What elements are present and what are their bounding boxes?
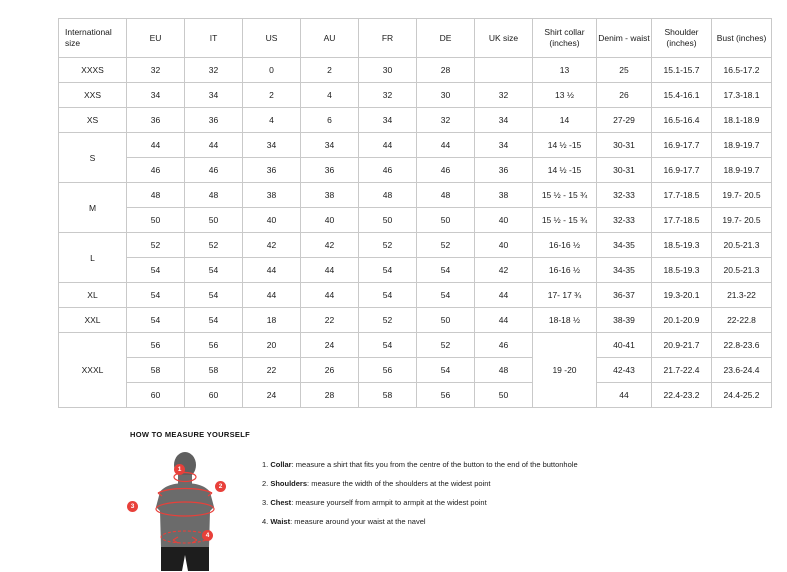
- cell-uk-size: 34: [475, 133, 533, 158]
- cell-fr: 46: [359, 158, 417, 183]
- cell-denim-waist: 34-35: [597, 233, 652, 258]
- cell-eu: 44: [127, 133, 185, 158]
- cell-shirt-collar: 19 -20: [533, 333, 597, 408]
- cell-fr: 30: [359, 58, 417, 83]
- cell-it: 52: [185, 233, 243, 258]
- cell-uk-size: 42: [475, 258, 533, 283]
- cell-au: 44: [301, 283, 359, 308]
- cell-fr: 52: [359, 233, 417, 258]
- column-header-uk-size: UK size: [475, 19, 533, 58]
- cell-shoulder-inches: 22.4-23.2: [652, 383, 712, 408]
- column-header-us: US: [243, 19, 301, 58]
- cell-shirt-collar-inches: 15 ½ - 15 ¾: [533, 183, 597, 208]
- cell-denim-waist: 32-33: [597, 208, 652, 233]
- measure-step-name: Waist: [270, 516, 291, 526]
- cell-fr: 34: [359, 108, 417, 133]
- table-row: [59, 208, 772, 233]
- cell-it: 34: [185, 83, 243, 108]
- cell-shirt-collar-inches: 14: [533, 108, 597, 133]
- size-label-cell: L: [59, 233, 127, 283]
- table-row: [59, 233, 772, 258]
- size-label-cell: M: [59, 183, 127, 233]
- column-header-denim-waist: Denim - waist: [597, 19, 652, 58]
- measure-step-number: 3.: [262, 497, 271, 507]
- measure-step-text: : measure a shirt that fits you from the centre of the button to the end of the buttonhole: [291, 460, 578, 469]
- cell-de: 54: [417, 258, 475, 283]
- measure-step-name: Shoulders: [270, 478, 308, 488]
- cell-fr: 32: [359, 83, 417, 108]
- cell-uk-size: [475, 58, 533, 83]
- table-row: [59, 108, 772, 133]
- cell-denim-waist: 25: [597, 58, 652, 83]
- cell-denim-waist: 32-33: [597, 183, 652, 208]
- cell-fr: 52: [359, 308, 417, 333]
- cell-it: 58: [185, 358, 243, 383]
- cell-eu: 54: [127, 308, 185, 333]
- cell-us: 42: [243, 233, 301, 258]
- cell-eu: 58: [127, 358, 185, 383]
- cell-denim-waist: 30-31: [597, 158, 652, 183]
- cell-au: 2: [301, 58, 359, 83]
- cell-it: 32: [185, 58, 243, 83]
- column-header-it: IT: [185, 19, 243, 58]
- cell-eu: 46: [127, 158, 185, 183]
- cell-au: 44: [301, 258, 359, 283]
- cell-shoulder-inches: 20.9-21.7: [652, 333, 712, 358]
- cell-it: 36: [185, 108, 243, 133]
- cell-de: 54: [417, 283, 475, 308]
- cell-shoulder-inches: 21.7-22.4: [652, 358, 712, 383]
- cell-shirt-collar-inches: 13: [533, 58, 597, 83]
- cell-it: 54: [185, 258, 243, 283]
- cell-shoulder-inches: 20.1-20.9: [652, 308, 712, 333]
- cell-denim-waist: 34-35: [597, 258, 652, 283]
- cell-uk-size: 46: [475, 333, 533, 358]
- cell-uk-size: 40: [475, 208, 533, 233]
- cell-eu: 54: [127, 283, 185, 308]
- marker-2-shoulders: 2: [215, 481, 226, 492]
- size-label-cell: XXL: [59, 308, 127, 333]
- cell-it: 50: [185, 208, 243, 233]
- cell-eu: 54: [127, 258, 185, 283]
- measure-step: [262, 480, 578, 488]
- cell-bust-inches: 16.5-17.2: [712, 58, 772, 83]
- table-row: [59, 133, 772, 158]
- cell-us: 0: [243, 58, 301, 83]
- cell-fr: 54: [359, 258, 417, 283]
- cell-de: 30: [417, 83, 475, 108]
- cell-bust-inches: 17.3-18.1: [712, 83, 772, 108]
- cell-it: 46: [185, 158, 243, 183]
- cell-us: 20: [243, 333, 301, 358]
- measure-step-text: : measure yourself from armpit to armpit at the widest point: [291, 497, 487, 507]
- cell-us: 18: [243, 308, 301, 333]
- table-row: [59, 58, 772, 83]
- cell-de: 44: [417, 133, 475, 158]
- cell-uk-size: 40: [475, 233, 533, 258]
- cell-it: 44: [185, 133, 243, 158]
- cell-fr: 50: [359, 208, 417, 233]
- table-row: [59, 83, 772, 108]
- cell-de: 56: [417, 383, 475, 408]
- cell-au: 28: [301, 383, 359, 408]
- cell-uk-size: 38: [475, 183, 533, 208]
- cell-shirt-collar-inches: 14 ½ -15: [533, 133, 597, 158]
- cell-denim-waist: 40-41: [597, 333, 652, 358]
- cell-bust-inches: 21.3-22: [712, 283, 772, 308]
- cell-bust-inches: 20.5-21.3: [712, 258, 772, 283]
- cell-fr: 48: [359, 183, 417, 208]
- cell-uk-size: 50: [475, 383, 533, 408]
- cell-uk-size: 44: [475, 283, 533, 308]
- cell-it: 60: [185, 383, 243, 408]
- cell-de: 50: [417, 208, 475, 233]
- table-row: [59, 333, 772, 358]
- cell-it: 48: [185, 183, 243, 208]
- cell-fr: 56: [359, 358, 417, 383]
- torso-illustration: [130, 447, 240, 572]
- cell-us: 44: [243, 283, 301, 308]
- table-row: [59, 183, 772, 208]
- cell-denim-waist: 26: [597, 83, 652, 108]
- measure-step: [262, 461, 578, 469]
- measure-step-number: 4.: [262, 516, 271, 526]
- table-row: [59, 283, 772, 308]
- cell-de: 52: [417, 333, 475, 358]
- cell-fr: 58: [359, 383, 417, 408]
- cell-bust-inches: 20.5-21.3: [712, 233, 772, 258]
- cell-eu: 34: [127, 83, 185, 108]
- measure-steps-list: [262, 447, 578, 537]
- cell-fr: 54: [359, 333, 417, 358]
- cell-eu: 56: [127, 333, 185, 358]
- column-header-bust: Bust (inches): [712, 19, 772, 58]
- how-to-measure-title: HOW TO MEASURE YOURSELF: [130, 430, 250, 439]
- cell-shirt-collar-inches: 14 ½ -15: [533, 158, 597, 183]
- cell-de: 54: [417, 358, 475, 383]
- cell-shoulder-inches: 17.7-18.5: [652, 208, 712, 233]
- cell-us: 36: [243, 158, 301, 183]
- cell-shoulder-inches: 16.9-17.7: [652, 158, 712, 183]
- cell-au: 26: [301, 358, 359, 383]
- cell-au: 42: [301, 233, 359, 258]
- cell-eu: 48: [127, 183, 185, 208]
- table-row: [59, 383, 772, 408]
- cell-us: 34: [243, 133, 301, 158]
- size-label-cell: S: [59, 133, 127, 183]
- measure-step-text: : measure the width of the shoulders at the widest point: [307, 478, 491, 488]
- cell-fr: 44: [359, 133, 417, 158]
- column-header-shoulder: Shoulder (inches): [652, 19, 712, 58]
- cell-it: 54: [185, 308, 243, 333]
- column-header-de: DE: [417, 19, 475, 58]
- cell-au: 40: [301, 208, 359, 233]
- cell-de: 32: [417, 108, 475, 133]
- table-row: [59, 358, 772, 383]
- cell-us: 22: [243, 358, 301, 383]
- cell-shoulder-inches: 17.7-18.5: [652, 183, 712, 208]
- cell-uk-size: 36: [475, 158, 533, 183]
- cell-eu: 32: [127, 58, 185, 83]
- cell-au: 36: [301, 158, 359, 183]
- cell-shirt-collar-inches: 13 ½: [533, 83, 597, 108]
- column-header-international-size: International size: [59, 19, 127, 58]
- cell-denim-waist: 30-31: [597, 133, 652, 158]
- size-label-cell: XXXL: [59, 333, 127, 408]
- measure-step: [262, 518, 578, 526]
- marker-3-chest: 3: [127, 501, 138, 512]
- cell-shirt-collar-inches: 17- 17 ¾: [533, 283, 597, 308]
- cell-de: 50: [417, 308, 475, 333]
- cell-shoulder-inches: 18.5-19.3: [652, 258, 712, 283]
- cell-denim-waist: 44: [597, 383, 652, 408]
- cell-eu: 50: [127, 208, 185, 233]
- cell-au: 34: [301, 133, 359, 158]
- size-label-cell: XXS: [59, 83, 127, 108]
- size-chart-table: [58, 18, 772, 408]
- cell-de: 46: [417, 158, 475, 183]
- size-label-cell: XS: [59, 108, 127, 133]
- cell-de: 52: [417, 233, 475, 258]
- cell-fr: 54: [359, 283, 417, 308]
- table-header-row: [59, 19, 772, 58]
- cell-denim-waist: 36-37: [597, 283, 652, 308]
- measure-step-name: Chest: [270, 497, 292, 507]
- table-row: [59, 158, 772, 183]
- cell-us: 24: [243, 383, 301, 408]
- cell-de: 28: [417, 58, 475, 83]
- cell-au: 6: [301, 108, 359, 133]
- marker-1-collar: 1: [174, 464, 185, 475]
- measure-step-text: : measure around your waist at the navel: [290, 516, 426, 526]
- cell-bust-inches: 18.1-18.9: [712, 108, 772, 133]
- cell-bust-inches: 18.9-19.7: [712, 158, 772, 183]
- cell-us: 2: [243, 83, 301, 108]
- how-to-measure-section: [130, 430, 730, 567]
- table-row: [59, 258, 772, 283]
- cell-us: 4: [243, 108, 301, 133]
- cell-shoulder-inches: 16.9-17.7: [652, 133, 712, 158]
- cell-shirt-collar-inches: 18-18 ½: [533, 308, 597, 333]
- cell-bust-inches: 23.6-24.4: [712, 358, 772, 383]
- cell-bust-inches: 22-22.8: [712, 308, 772, 333]
- cell-eu: 36: [127, 108, 185, 133]
- marker-4-waist: 4: [202, 530, 213, 541]
- cell-uk-size: 34: [475, 108, 533, 133]
- table-body: [59, 58, 772, 408]
- cell-au: 22: [301, 308, 359, 333]
- measure-step-number: 1.: [262, 460, 271, 469]
- cell-shirt-collar-inches: 16-16 ½: [533, 233, 597, 258]
- cell-uk-size: 48: [475, 358, 533, 383]
- cell-bust-inches: 19.7- 20.5: [712, 208, 772, 233]
- table-row: [59, 308, 772, 333]
- cell-it: 54: [185, 283, 243, 308]
- cell-bust-inches: 19.7- 20.5: [712, 183, 772, 208]
- cell-bust-inches: 24.4-25.2: [712, 383, 772, 408]
- cell-us: 38: [243, 183, 301, 208]
- cell-shirt-collar-inches: 15 ½ - 15 ¾: [533, 208, 597, 233]
- cell-shoulder-inches: 18.5-19.3: [652, 233, 712, 258]
- cell-bust-inches: 22.8-23.6: [712, 333, 772, 358]
- measure-step: [262, 499, 578, 507]
- cell-uk-size: 44: [475, 308, 533, 333]
- measure-step-name: Collar: [270, 460, 292, 469]
- cell-de: 48: [417, 183, 475, 208]
- cell-shirt-collar-inches: 16-16 ½: [533, 258, 597, 283]
- cell-au: 4: [301, 83, 359, 108]
- table-header: [59, 19, 772, 58]
- cell-au: 24: [301, 333, 359, 358]
- body-figure: [130, 447, 240, 567]
- cell-shoulder-inches: 15.4-16.1: [652, 83, 712, 108]
- column-header-fr: FR: [359, 19, 417, 58]
- cell-shoulder-inches: 19.3-20.1: [652, 283, 712, 308]
- cell-it: 56: [185, 333, 243, 358]
- measure-step-number: 2.: [262, 478, 271, 488]
- cell-denim-waist: 38-39: [597, 308, 652, 333]
- cell-shoulder-inches: 16.5-16.4: [652, 108, 712, 133]
- column-header-au: AU: [301, 19, 359, 58]
- cell-us: 40: [243, 208, 301, 233]
- cell-denim-waist: 27-29: [597, 108, 652, 133]
- cell-au: 38: [301, 183, 359, 208]
- cell-shoulder-inches: 15.1-15.7: [652, 58, 712, 83]
- cell-eu: 60: [127, 383, 185, 408]
- cell-bust-inches: 18.9-19.7: [712, 133, 772, 158]
- size-label-cell: XL: [59, 283, 127, 308]
- cell-uk-size: 32: [475, 83, 533, 108]
- cell-eu: 52: [127, 233, 185, 258]
- column-header-shirt-collar: Shirt collar (inches): [533, 19, 597, 58]
- size-label-cell: XXXS: [59, 58, 127, 83]
- cell-us: 44: [243, 258, 301, 283]
- column-header-eu: EU: [127, 19, 185, 58]
- cell-denim-waist: 42-43: [597, 358, 652, 383]
